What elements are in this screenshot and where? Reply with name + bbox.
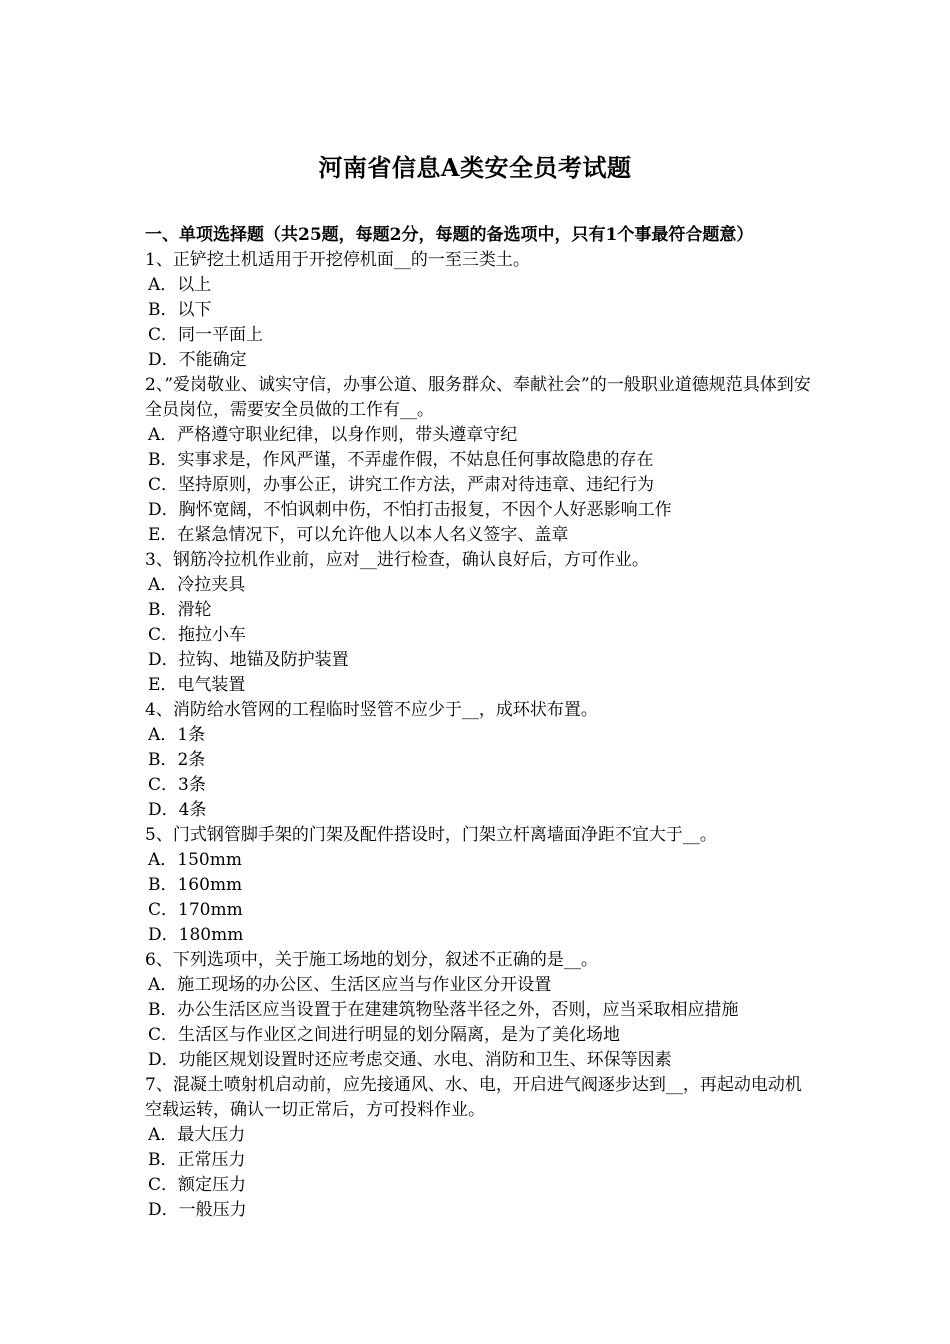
option-a: A．冷拉夹具: [148, 575, 246, 595]
question-stem: 6、下列选项中，关于施工场地的划分，叙述不正确的是__。: [145, 950, 598, 970]
option-d: D．4条: [148, 800, 207, 820]
option-d: D．功能区规划设置时还应考虑交通、水电、消防和卫生、环保等因素: [148, 1050, 672, 1070]
document-title: 河南省信息A类安全员考试题: [318, 153, 632, 182]
question-1: [145, 248, 815, 373]
question-5: [145, 823, 815, 948]
option-a: A．150mm: [148, 850, 242, 870]
document-body: [145, 223, 815, 1223]
option-d: D．胸怀宽阔，不怕讽刺中伤，不怕打击报复，不因个人好恶影响工作: [148, 500, 672, 520]
option-b: B．2条: [148, 750, 206, 770]
option-b: B．以下: [148, 300, 212, 320]
question-stem: 1、正铲挖土机适用于开挖停机面__的一至三类土。: [145, 250, 530, 270]
question-stem: 7、混凝土喷射机启动前，应先接通风、水、电，开启进气阀逐步达到__，再起动电动机空载运转，确认一切正常后，方可投料作业。: [145, 1075, 802, 1120]
option-c: C．坚持原则，办事公正，讲究工作方法，严肃对待违章、违纪行为: [148, 475, 655, 495]
question-7: [145, 1073, 815, 1223]
option-c: C．拖拉小车: [148, 625, 247, 645]
option-e: E．电气装置: [148, 675, 246, 695]
option-d: D．180mm: [148, 925, 244, 945]
question-4: [145, 698, 815, 823]
option-b: B．160mm: [148, 875, 243, 895]
option-e: E．在紧急情况下，可以允许他人以本人名义签字、盖章: [148, 525, 569, 545]
option-a: A．最大压力: [148, 1125, 246, 1145]
option-c: C．额定压力: [148, 1175, 247, 1195]
question-stem: 3、钢筋冷拉机作业前，应对__进行检查，确认良好后，方可作业。: [145, 550, 649, 570]
option-c: C．同一平面上: [148, 325, 264, 345]
question-stem: 2、”爱岗敬业、诚实守信，办事公道、服务群众、奉献社会”的一般职业道德规范具体到安全员岗位，需要安全员做的工作有__。: [145, 375, 811, 420]
question-stem: 5、门式钢管脚手架的门架及配件搭设时，门架立杆离墙面净距不宜大于__。: [145, 825, 717, 845]
option-b: B．办公生活区应当设置于在建建筑物坠落半径之外，否则，应当采取相应措施: [148, 1000, 739, 1020]
option-b: B．滑轮: [148, 600, 212, 620]
question-2: [145, 373, 815, 548]
question-3: [145, 548, 815, 698]
option-b: B．正常压力: [148, 1150, 246, 1170]
option-c: C．3条: [148, 775, 206, 795]
question-stem: 4、消防给水管网的工程临时竖管不应少于__，成环状布置。: [145, 700, 598, 720]
option-a: A．严格遵守职业纪律，以身作则，带头遵章守纪: [148, 425, 518, 445]
option-a: A．以上: [148, 275, 212, 295]
option-c: C．170mm: [148, 900, 243, 920]
option-d: D．一般压力: [148, 1200, 247, 1220]
option-b: B．实事求是，作风严谨，不弄虚作假，不姑息任何事故隐患的存在: [148, 450, 654, 470]
option-d: D．拉钩、地锚及防护装置: [148, 650, 349, 670]
option-a: A．施工现场的办公区、生活区应当与作业区分开设置: [148, 975, 552, 995]
question-6: [145, 948, 815, 1073]
option-c: C．生活区与作业区之间进行明显的划分隔离，是为了美化场地: [148, 1025, 621, 1045]
section-heading: 一、单项选择题（共25题，每题2分，每题的备选项中，只有1个事最符合题意）: [145, 225, 754, 245]
option-a: A．1条: [148, 725, 206, 745]
option-d: D．不能确定: [148, 350, 247, 370]
